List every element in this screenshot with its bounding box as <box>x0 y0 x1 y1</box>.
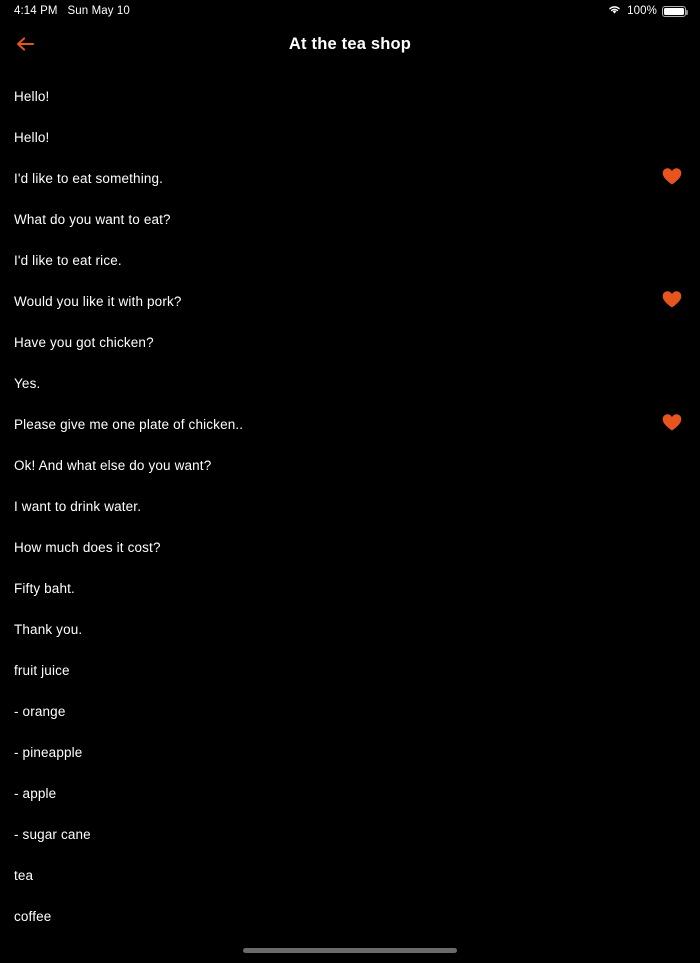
phrase-text: How much does it cost? <box>14 540 161 555</box>
phrase-text: Fifty baht. <box>14 581 75 596</box>
battery-percentage: 100% <box>627 5 657 17</box>
list-item[interactable] <box>0 896 700 937</box>
list-item[interactable] <box>0 609 700 650</box>
status-bar-right <box>607 4 686 18</box>
list-item[interactable] <box>0 158 700 199</box>
list-item[interactable] <box>0 486 700 527</box>
wifi-icon <box>607 4 622 18</box>
phrase-list[interactable] <box>0 66 700 937</box>
list-item[interactable] <box>0 199 700 240</box>
list-item[interactable] <box>0 117 700 158</box>
battery-full-icon <box>662 6 686 17</box>
list-item[interactable] <box>0 773 700 814</box>
list-item[interactable] <box>0 281 700 322</box>
phrase-text: - orange <box>14 704 66 719</box>
list-item[interactable] <box>0 240 700 281</box>
phrase-text: Yes. <box>14 376 41 391</box>
phrase-text: - pineapple <box>14 745 83 760</box>
list-item[interactable] <box>0 814 700 855</box>
phrase-text: - apple <box>14 786 57 801</box>
list-item[interactable] <box>0 404 700 445</box>
phrase-text: coffee <box>14 909 52 924</box>
list-item[interactable] <box>0 527 700 568</box>
home-indicator-area <box>0 937 700 963</box>
status-time: 4:14 PM <box>14 5 58 17</box>
phrase-text: Hello! <box>14 130 50 145</box>
phrase-text: I want to drink water. <box>14 499 142 514</box>
list-item[interactable] <box>0 732 700 773</box>
phrase-text: Have you got chicken? <box>14 335 154 350</box>
status-date: Sun May 10 <box>67 5 130 17</box>
phrase-text: tea <box>14 868 34 883</box>
list-item[interactable] <box>0 568 700 609</box>
phrase-text: - sugar cane <box>14 827 91 842</box>
phrase-text: Please give me one plate of chicken.. <box>14 417 244 432</box>
page-title: At the tea shop <box>288 34 412 53</box>
phrase-text: Thank you. <box>14 622 83 637</box>
phrase-text: I'd like to eat rice. <box>14 253 122 268</box>
list-item[interactable] <box>0 363 700 404</box>
list-item[interactable] <box>0 855 700 896</box>
list-item[interactable] <box>0 691 700 732</box>
phrase-text: Would you like it with pork? <box>14 294 182 309</box>
phrase-text: Hello! <box>14 89 50 104</box>
list-item[interactable] <box>0 650 700 691</box>
phrase-text: fruit juice <box>14 663 70 678</box>
navigation-bar <box>0 22 700 66</box>
phrase-text: I'd like to eat something. <box>14 171 164 186</box>
status-bar <box>0 0 700 22</box>
list-item[interactable] <box>0 322 700 363</box>
list-item[interactable] <box>0 76 700 117</box>
list-item[interactable] <box>0 445 700 486</box>
favorite-heart-icon[interactable] <box>662 290 682 313</box>
phrase-text: What do you want to eat? <box>14 212 171 227</box>
favorite-heart-icon[interactable] <box>662 413 682 436</box>
favorite-heart-icon[interactable] <box>662 167 682 190</box>
status-bar-left <box>14 5 130 17</box>
phrase-text: Ok! And what else do you want? <box>14 458 212 473</box>
back-arrow-icon[interactable] <box>8 27 42 61</box>
home-indicator[interactable] <box>243 948 457 953</box>
